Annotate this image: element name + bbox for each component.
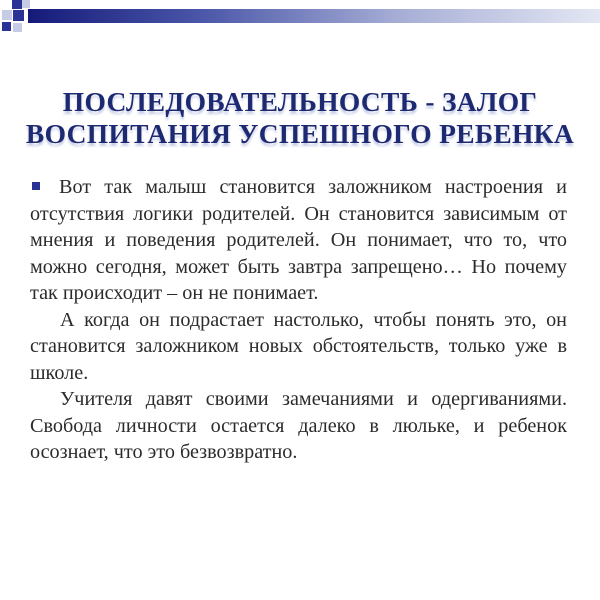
body-paragraph: [30, 174, 567, 307]
body-paragraph-text: Вот так малыш становится заложником настроения и отсутствия логики родителей. Он становится зависимым от мнения и поведения родителей. Он понимает, что то, что можно сегодня, может быть завтра запрещено… Но почему так происходит – он не понимает.: [30, 176, 567, 304]
body-paragraph: Учителя давят своими замечаниями и одергиваниями. Свобода личности остается далеко в люльке, и ребенок осознает, что это безвозвратно.: [30, 388, 567, 463]
corner-square-icon: [12, 0, 22, 9]
square-bullet-icon: [32, 182, 40, 190]
corner-square-icon: [2, 10, 12, 20]
slide-title-line-2: ВОСПИТАНИЯ УСПЕШНОГО РЕБЕНКА: [25, 118, 575, 149]
slide-title-line-1: ПОСЛЕДОВАТЕЛЬНОСТЬ - ЗАЛОГ: [62, 86, 538, 117]
slide-body: [30, 174, 567, 466]
body-paragraph: А когда он подрастает настолько, чтобы понять это, он становится заложником новых обстоятельств, только уже в школе.: [30, 308, 567, 384]
corner-square-icon: [22, 0, 30, 8]
corner-square-icon: [2, 22, 11, 31]
slide-title: [0, 86, 600, 150]
header-gradient-bar: [28, 9, 600, 23]
corner-square-icon: [13, 23, 22, 32]
corner-square-icon: [13, 10, 24, 21]
